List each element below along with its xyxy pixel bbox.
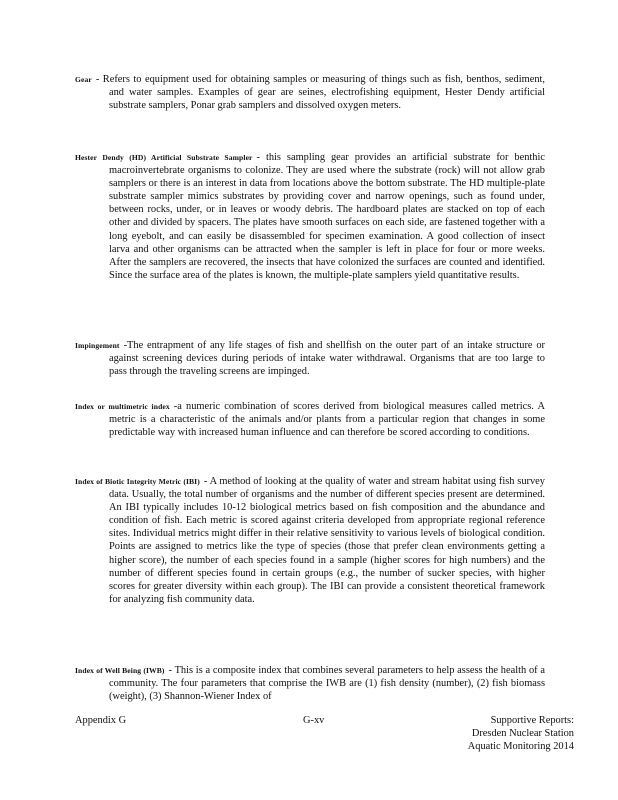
glossary-term: Index of Biotic Integrity Metric (IBI) (75, 477, 200, 486)
glossary-entry-hester-dendy (75, 151, 545, 282)
glossary-entry-body (75, 400, 545, 439)
glossary-term: Impingement (75, 341, 120, 350)
footer-report-line: Dresden Nuclear Station (471, 728, 574, 739)
glossary-definition: -The entrapment of any life stages of fish and shellfish on the outer part of an intake structure or against screening devices during periods of intake water withdrawal. Organisms that are too large to pass through the traveling screens are impinged. (109, 340, 545, 378)
footer-report-line: Supportive Reports: (490, 715, 574, 726)
glossary-entry-impingement (75, 339, 545, 378)
glossary-entry-body (75, 339, 545, 378)
glossary-definition: -a numeric combination of scores derived from biological measures called metrics. A metric is a characteristic of the animals and/or plants from a particular region that changes in some predictable way with increased human influence and can therefore be scored according to conditions. (109, 401, 545, 439)
glossary-definition: - this sampling gear provides an artificial substrate for benthic macroinvertebrate organisms to colonize. They are used where the substrate (rock) will not allow grab samplers or there is an interest in data from locations above the bottom substrate. The HD multiple-plate substrate sampler mimics substrates by providing cover and narrow openings, such as found under, between rocks, under, or in leaves or woody debris. The hardboard plates are stacked on top of each other and divided by spacers. The plates have smooth surfaces on each side, are fastened together with a long eyebolt, and can easily be disassembled for specimen examination. A good collection of insect larva and other organisms can be attracted when the sampler is left in place for four or more weeks. After the samplers are recovered, the insects that have colonized the surfaces are counted and identified. Since the surface area of the plates is known, the multiple-plate samplers yield quantitative results. (109, 152, 545, 281)
footer-appendix-label: Appendix G (75, 715, 127, 726)
glossary-entry-body (75, 664, 545, 703)
glossary-term: Gear (75, 75, 92, 84)
glossary-entry-body (75, 73, 545, 112)
footer-report-title (468, 714, 574, 753)
glossary-entry-ibi (75, 475, 545, 606)
glossary-definition: - A method of looking at the quality of water and stream habitat using fish survey data. Usually, the total number of organisms and the number of different species present are determined. An IBI typically includes 10-12 biological metrics based on fish composition and the abundance and condition of fish. Each metric is scored against criteria developed from appropriate regional reference sites. Individual metrics might differ in their relative sensitivity to various levels of biological condition. Points are assigned to metrics like the type of species (those that prefer clean environments getting a higher score), the number of each species found in a sample (higher scores for high numbers) and the number of different species found in certain groups (e.g., the number of sucker species, with higher scores for greater diversity within each group). The IBI can provide a consistent theoretical framework for analyzing fish community data. (109, 476, 545, 605)
glossary-definition: - This is a composite index that combines several parameters to help assess the health of a community. The four parameters that comprise the IWB are (1) fish density (number), (2) fish biomass (weight), (3) Shannon-Wiener Index of (109, 665, 545, 703)
glossary-term: Hester Dendy (HD) Artificial Substrate Sampler (75, 153, 253, 162)
glossary-entry-body (75, 151, 545, 282)
glossary-term: Index or multimetric index (75, 402, 170, 411)
glossary-entry-gear (75, 73, 545, 112)
footer-page-number: G-xv (303, 715, 325, 726)
glossary-entry-iwb (75, 664, 545, 703)
footer-report-line: Aquatic Monitoring 2014 (467, 741, 574, 752)
glossary-entry-index (75, 400, 545, 439)
glossary-definition: - Refers to equipment used for obtaining samples or measuring of things such as fish, benthos, sediment, and water samples. Examples of gear are seines, electrofishing equipment, Hester Dendy artificial substrate samplers, Ponar grab samplers and dissolved oxygen meters. (95, 74, 545, 112)
glossary-term: Index of Well Being (IWB) (75, 666, 165, 675)
glossary-entry-body (75, 475, 545, 606)
